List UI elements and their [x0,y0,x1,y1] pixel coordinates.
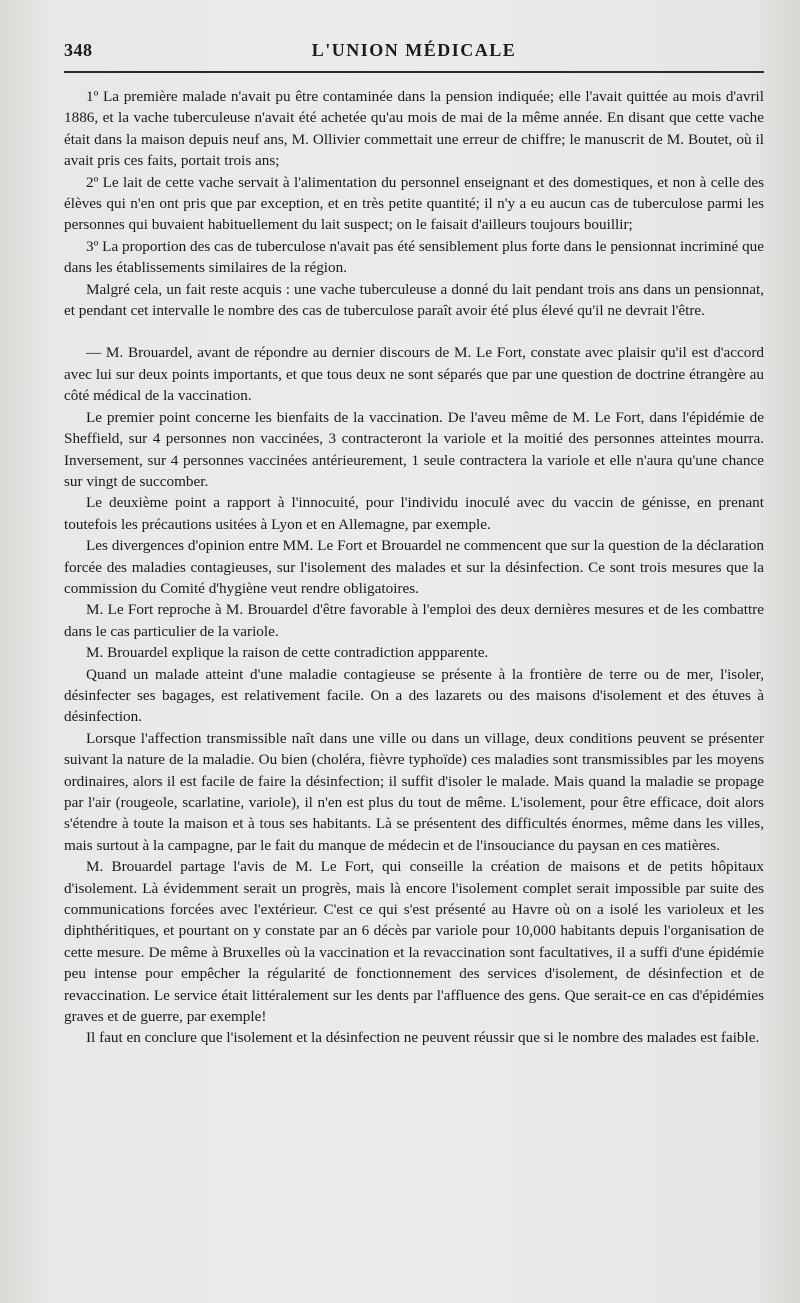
paragraph-second-agreement: Le deuxième point a rapport à l'innocuité, pour l'individu inoculé avec du vaccin de génisse, en prenant toutefois les précautions usitées à Lyon et en Allemagne, par exemple. [64,494,764,533]
paragraph-second-point: 2º Le lait de cette vache servait à l'alimentation du personnel enseignant et des domestiques, et non à celle des élèves qui n'en ont pris que par exception, et en très petite quantité; il n'y a eu aucun cas de tuberculose parmi les personnes qui buvaient habituellement du lait suspect; on le faisait d'ailleurs toujours bouillir; [64,173,764,234]
page-header [64,40,764,70]
paragraph-explanation: M. Brouardel explique la raison de cette contradiction appparente. [86,644,489,662]
paragraph-isolation-hospitals: M. Brouardel partage l'avis de M. Le Fort, qui conseille la création de maisons et de petits hôpitaux d'isolement. Là évidemment serait un progrès, mais là encore l'isolement complet serait impossible par suite des communications forcées avec l'extérieur. C'est ce qui s'est présenté au Havre où on a isolé les varioleux et les diphthéritiques, et pourtant on y constate par an 6 décès par variole pour 10,000 habitants depuis l'organisation de cette mesure. De même à Bruxelles où la vaccination et la revaccination sont facultatives, il a suffi d'une épidémie peu intense pour empêcher la régularité de fonctionnement des services d'isolement, de désinfection et de revaccination. Le service était littéralement sur les dents par l'affluence des gens. Que serait-ce en cas d'épidémies graves et de guerre, par exemple! [64,858,764,1026]
running-title: L'UNION MÉDICALE [311,40,517,60]
paragraph-first-agreement: Le premier point concerne les bienfaits de la vaccination. De l'aveu même de M. Le Fort, dans l'épidémie de Sheffield, sur 4 personnes non vaccinées, 3 contracteront la variole et la moitié des personnes atteintes mourra. Inversement, sur 4 personnes vaccinées antérieurement, 1 seule contractera la variole et elle n'aura qu'une chance sur vingt de succomber. [64,408,764,490]
paragraph-third-point: 3º La proportion des cas de tuberculose n'avait pas été sensiblement plus forte dans le pensionnat incriminé que dans les établissements similaires de la région. [64,237,764,277]
page-number: 348 [64,40,93,60]
paragraph-transmission: Lorsque l'affection transmissible naît dans une ville ou dans un village, deux conditions peuvent se présenter suivant la nature de la maladie. Ou bien (choléra, fièvre typhoïde) ces maladies sont transmissibles par les moyens ordinaires, alors il est facile de faire la désinfection; il suffit d'isoler le malade. Mais quand la maladie se propage par l'air (rougeole, scarlatine, variole), il n'en est plus du tout de même. L'isolement, pour être efficace, doit alors s'étendre à toute la maison et à tous ses habitants. Là se présentent des difficultés énormes, même dans les villes, mais surtout à la campagne, par le fait du manque de médecin et de l'insouciance du paysan en ces matières. [64,729,764,854]
paragraph-reproach: M. Le Fort reproche à M. Brouardel d'être favorable à l'emploi des deux dernières mesures et de les combattre dans le cas particulier de la variole. [64,601,764,640]
paragraph-first-point: 1º La première malade n'avait pu être contaminée dans la pension indiquée; elle l'avait quittée au mois d'avril 1886, et la vache tuberculeuse n'avait été achetée qu'au mois de mai de la même année. En disant que cette vache était dans la maison depuis neuf ans, M. Ollivier commettait une erreur de chiffre; le manuscrit de M. Boutet, où il avait pris ces faits, portait trois ans; [64,88,764,170]
paragraph-conclusion-fact: Malgré cela, un fait reste acquis : une vache tuberculeuse a donné du lait pendant trois ans dans un pensionnat, et pendant cet intervalle le nombre des cas de tuberculose paraît avoir été plus élevé qu'il ne devrait l'être. [64,280,764,320]
paragraph-frontier: Quand un malade atteint d'une maladie contagieuse se présente à la frontière de terre ou de mer, l'isoler, désinfecter ses bagages, est relativement facile. On a des lazarets ou des maisons d'isolement et des étuves à désinfection. [64,665,764,726]
paragraph-brouardel-reply: — M. Brouardel, avant de répondre au dernier discours de M. Le Fort, constate avec plaisir qu'il est d'accord avec lui sur deux points importants, et que tous deux ne sont séparés que par une question de doctrine étrangère au côté médical de la vaccination. [64,344,764,405]
article-body [64,86,764,1049]
paragraph-divergences: Les divergences d'opinion entre MM. Le Fort et Brouardel ne commencent que sur la question de la déclaration forcée des maladies contagieuses, sur l'isolement des malades et sur la désinfection. Ce sont trois mesures que la commission du Comité d'hygiène veut rendre obligatoires. [64,537,764,597]
paragraph-final-conclusion: Il faut en conclure que l'isolement et la désinfection ne peuvent réussir que si le nombre des malades est faible. [86,1029,760,1047]
header-rule [64,71,764,73]
